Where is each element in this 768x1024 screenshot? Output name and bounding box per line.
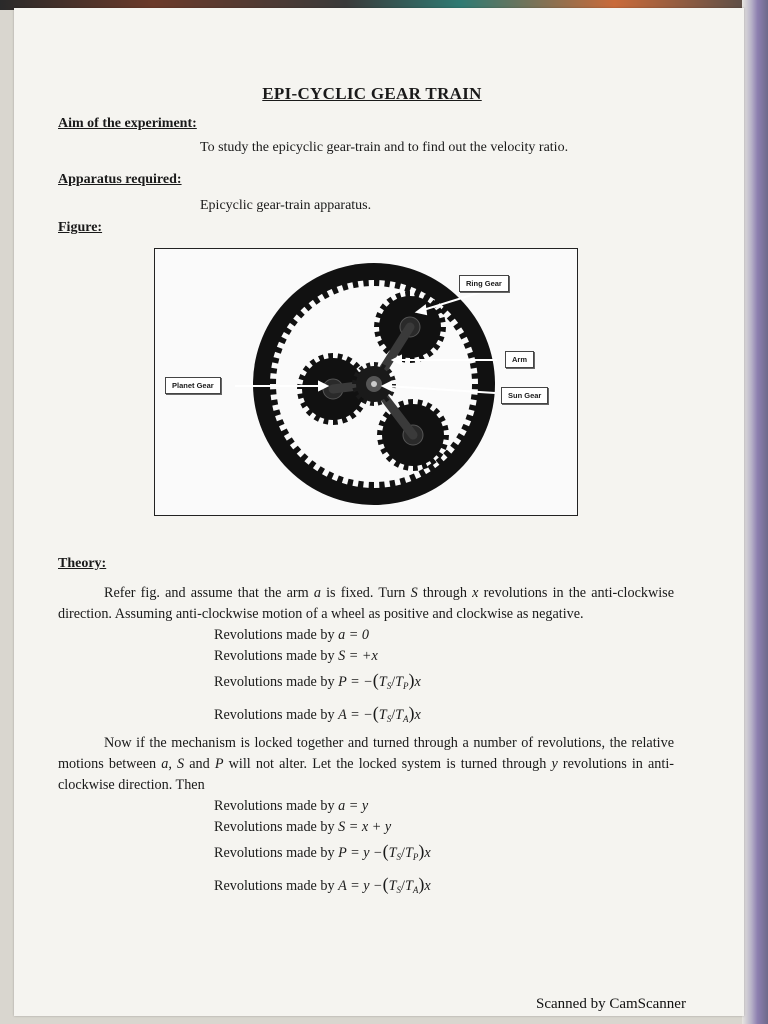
rev-line-annulus-locked <box>58 871 674 904</box>
sym: T <box>378 674 387 690</box>
paren: ( <box>372 670 379 690</box>
var-y: y <box>551 756 558 772</box>
theory-heading: Theory: <box>58 556 107 571</box>
text-run: revolutions in anti-clockwise direction. Then <box>58 756 675 793</box>
rev-prefix: Revolutions made by <box>214 674 335 690</box>
apparatus-heading: Apparatus required: <box>58 172 182 187</box>
aim-text: To study the epicyclic gear-train and to find out the velocity ratio. <box>200 140 569 155</box>
var-p: P <box>214 756 224 772</box>
equation-lhs: A = y − <box>338 878 383 894</box>
rev-line-arm-fixed <box>58 625 674 646</box>
sym-sub: P <box>412 852 419 862</box>
equation: a = y <box>338 798 369 814</box>
paren: ( <box>372 703 379 723</box>
theory-paragraph-2 <box>58 733 674 796</box>
rev-prefix: Revolutions made by <box>214 648 335 664</box>
document-page <box>14 8 744 1016</box>
text-run: through <box>417 585 473 601</box>
rev-prefix: Revolutions made by <box>214 878 335 894</box>
equation-lhs: A = − <box>338 707 373 723</box>
sym-sub: S <box>386 681 392 691</box>
rev-line-annulus-fixed <box>58 700 674 733</box>
sym-sub: S <box>396 885 402 895</box>
theory-section <box>58 583 674 904</box>
sun-gear-label: Sun Gear <box>501 387 548 404</box>
rev-line-planet-locked <box>58 838 674 871</box>
text-run: Refer fig. and assume that the arm <box>104 585 314 601</box>
sym: T <box>395 707 404 723</box>
sym: T <box>404 845 413 861</box>
ring-gear-label: Ring Gear <box>459 275 509 292</box>
sym: x <box>414 707 421 723</box>
var-x: x <box>472 585 479 601</box>
sym: x <box>414 674 421 690</box>
paren: ( <box>382 841 389 861</box>
equation: S = x + y <box>338 819 392 835</box>
text-run: will not alter. Let the locked system is turned through <box>223 756 552 772</box>
rev-prefix: Revolutions made by <box>214 845 335 861</box>
figure-heading: Figure: <box>58 220 103 235</box>
rev-line-sun-locked <box>58 817 674 838</box>
sym-sub: S <box>396 852 402 862</box>
paren: ) <box>408 703 415 723</box>
rev-prefix: Revolutions made by <box>214 798 335 814</box>
theory-paragraph-1 <box>58 583 674 625</box>
text-run: and <box>184 756 215 772</box>
var-a-s: a, S <box>161 756 185 772</box>
text-run: Now if the mechanism is locked together and turned through a number of revolutions, the relative motions between <box>58 735 674 772</box>
sym: x <box>424 878 431 894</box>
sym: T <box>388 845 397 861</box>
camscanner-watermark: Scanned by CamScanner <box>536 996 686 1012</box>
equation-lhs: P = y − <box>338 845 383 861</box>
sym: x <box>424 845 431 861</box>
paren: ) <box>418 841 425 861</box>
var-s: S <box>410 585 418 601</box>
paren: ) <box>418 874 425 894</box>
apparatus-text: Epicyclic gear-train apparatus. <box>200 198 372 213</box>
rev-line-sun-fixed <box>58 646 674 667</box>
photo-right-edge <box>742 0 768 1024</box>
sym: T <box>388 878 397 894</box>
equation-lhs: P = − <box>338 674 373 690</box>
gear-train-figure <box>154 248 578 516</box>
sym: / <box>401 845 405 861</box>
planet-gear-label: Planet Gear <box>165 377 221 394</box>
sym-sub: S <box>386 714 392 724</box>
sym: / <box>391 674 396 690</box>
rev-prefix: Revolutions made by <box>214 707 335 723</box>
sym: T <box>378 707 387 723</box>
equation: a = 0 <box>338 627 369 643</box>
sym: T <box>404 878 413 894</box>
sym-sub: A <box>403 714 409 724</box>
var-a: a <box>313 585 321 601</box>
text-run: revolutions in the anti-clockwise direction. Assuming anti-clockwise motion of a wheel as positive and clockwise as negative. <box>58 585 674 622</box>
sym-sub: P <box>403 681 409 691</box>
sym: / <box>401 878 405 894</box>
paren: ( <box>382 874 389 894</box>
paren: ) <box>408 670 415 690</box>
text-run: is fixed. Turn <box>320 585 411 601</box>
equation: S = +x <box>338 648 378 664</box>
arm-label: Arm <box>505 351 534 368</box>
rev-prefix: Revolutions made by <box>214 819 335 835</box>
sym: T <box>395 674 404 690</box>
sun-gear-shaft <box>371 381 377 387</box>
aim-heading: Aim of the experiment: <box>58 116 197 131</box>
rev-prefix: Revolutions made by <box>214 627 335 643</box>
sym: / <box>391 707 396 723</box>
sym-sub: A <box>412 885 419 895</box>
rev-line-arm-locked <box>58 796 674 817</box>
document-title: EPI-CYCLIC GEAR TRAIN <box>262 84 482 103</box>
rev-line-planet-fixed <box>58 667 674 700</box>
